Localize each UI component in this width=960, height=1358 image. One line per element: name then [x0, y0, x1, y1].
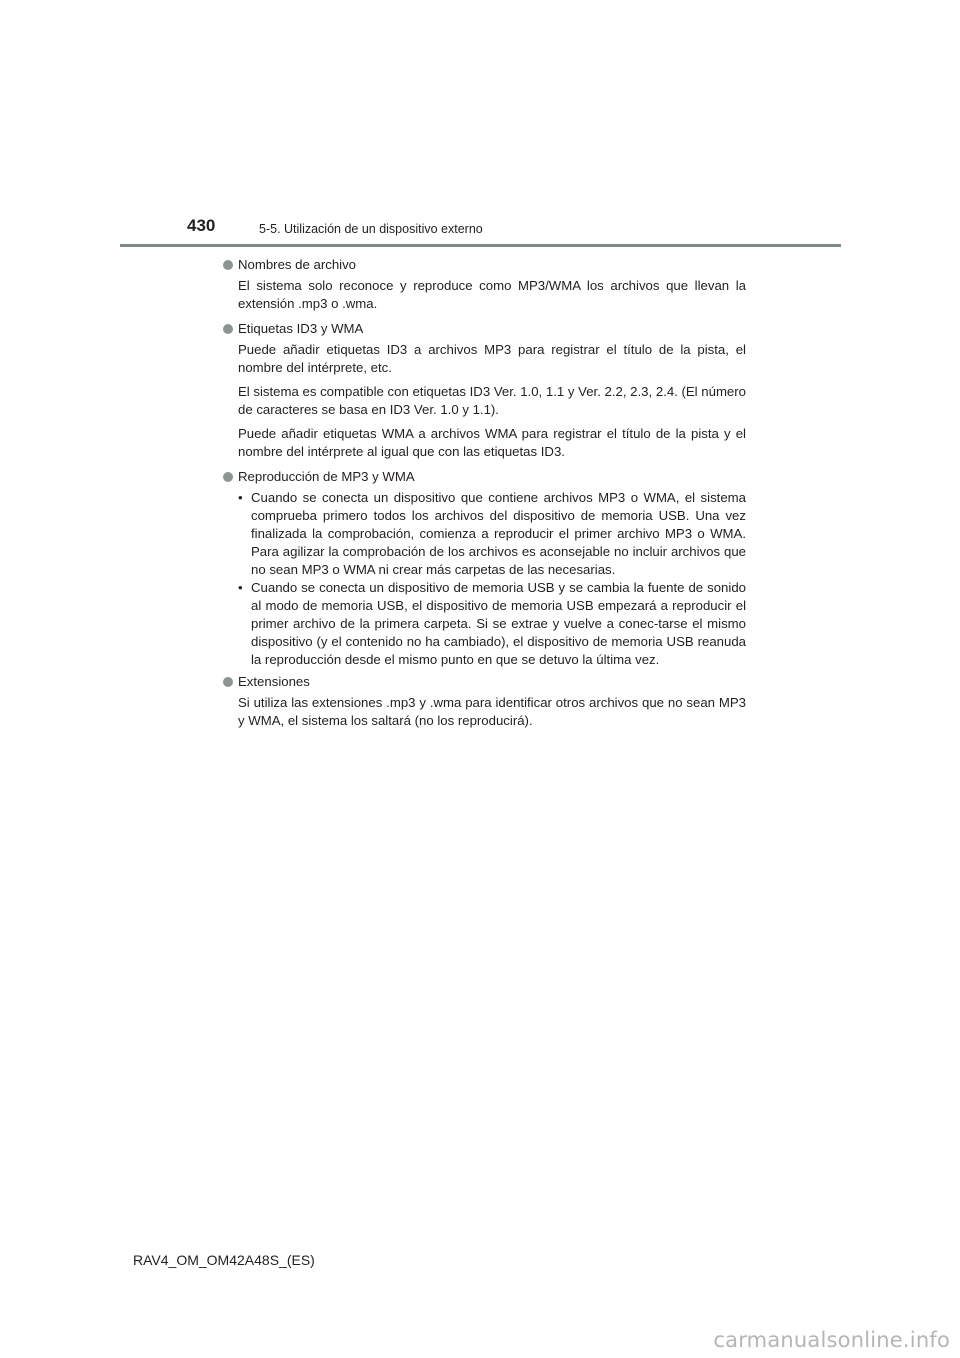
paragraph: Puede añadir etiquetas WMA a archivos WMA para registrar el título de la pista y el nombre del intérprete al igual que con las etiquetas ID3. — [238, 426, 746, 459]
paragraph: Puede añadir etiquetas ID3 a archivos MP3 para registrar el título de la pista, el nombre del intérprete, etc. — [238, 342, 746, 375]
playback-list — [238, 489, 746, 669]
list-item — [238, 579, 746, 669]
topic-file-names — [222, 255, 746, 313]
topic-title: Reproducción de MP3 y WMA — [238, 469, 415, 484]
circle-bullet-icon — [223, 472, 233, 482]
list-item — [238, 489, 746, 579]
document-code: RAV4_OM_OM42A48S_(ES) — [133, 1252, 315, 1268]
topic-heading — [222, 672, 746, 691]
small-bullet-icon: • — [238, 490, 243, 505]
page-content — [222, 255, 746, 736]
circle-bullet-icon — [223, 324, 233, 334]
page-number: 430 — [187, 216, 216, 235]
topic-title: Etiquetas ID3 y WMA — [238, 321, 364, 336]
topic-title: Extensiones — [238, 674, 310, 689]
topic-title: Nombres de archivo — [238, 257, 357, 272]
page-header — [0, 0, 960, 250]
topic-heading — [222, 319, 746, 338]
circle-bullet-icon — [223, 260, 233, 270]
paragraph: El sistema solo reconoce y reproduce como MP3/WMA los archivos que llevan la extensión .mp3 o .wma. — [238, 278, 746, 311]
topic-id3-wma-tags — [222, 319, 746, 461]
list-item-text: Cuando se conecta un dispositivo que contiene archivos MP3 o WMA, el sistema comprueba primero todos los archivos del dispositivo de memoria USB. Una vez finalizada la comprobación, comienza a reproducir el primer archivo MP3 o WMA. Para agilizar la comprobación de los archivos es aconsejable no incluir archivos que no sean MP3 o WMA ni crear más carpetas de las necesarias. — [251, 490, 746, 577]
watermark: carmanualsonline.info — [713, 1328, 950, 1352]
circle-bullet-icon — [223, 677, 233, 687]
header-divider — [120, 244, 841, 247]
topic-heading — [222, 467, 746, 486]
paragraph: El sistema es compatible con etiquetas ID3 Ver. 1.0, 1.1 y Ver. 2.2, 2.3, 2.4. (El número de caracteres se basa en ID3 Ver. 1.0 y 1.1). — [238, 384, 746, 417]
section-title: 5-5. Utilización de un dispositivo externo — [259, 222, 483, 236]
list-item-text: Cuando se conecta un dispositivo de memoria USB y se cambia la fuente de sonido al modo de memoria USB, el dispositivo de memoria USB empezará a reproducir el primer archivo de la primera carpeta. Si se extrae y vuelve a conec-tarse el mismo dispositivo (y el contenido no ha cambiado), el dispositivo de memoria USB reanuda la reproducción desde el mismo punto en que se detuvo la última vez. — [251, 580, 746, 667]
topic-playback — [222, 467, 746, 669]
paragraph: Si utiliza las extensiones .mp3 y .wma para identificar otros archivos que no sean MP3 y WMA, el sistema los saltará (no los reproducirá). — [238, 695, 746, 728]
topic-heading — [222, 255, 746, 274]
small-bullet-icon: • — [238, 580, 243, 595]
topic-extensions — [222, 672, 746, 730]
